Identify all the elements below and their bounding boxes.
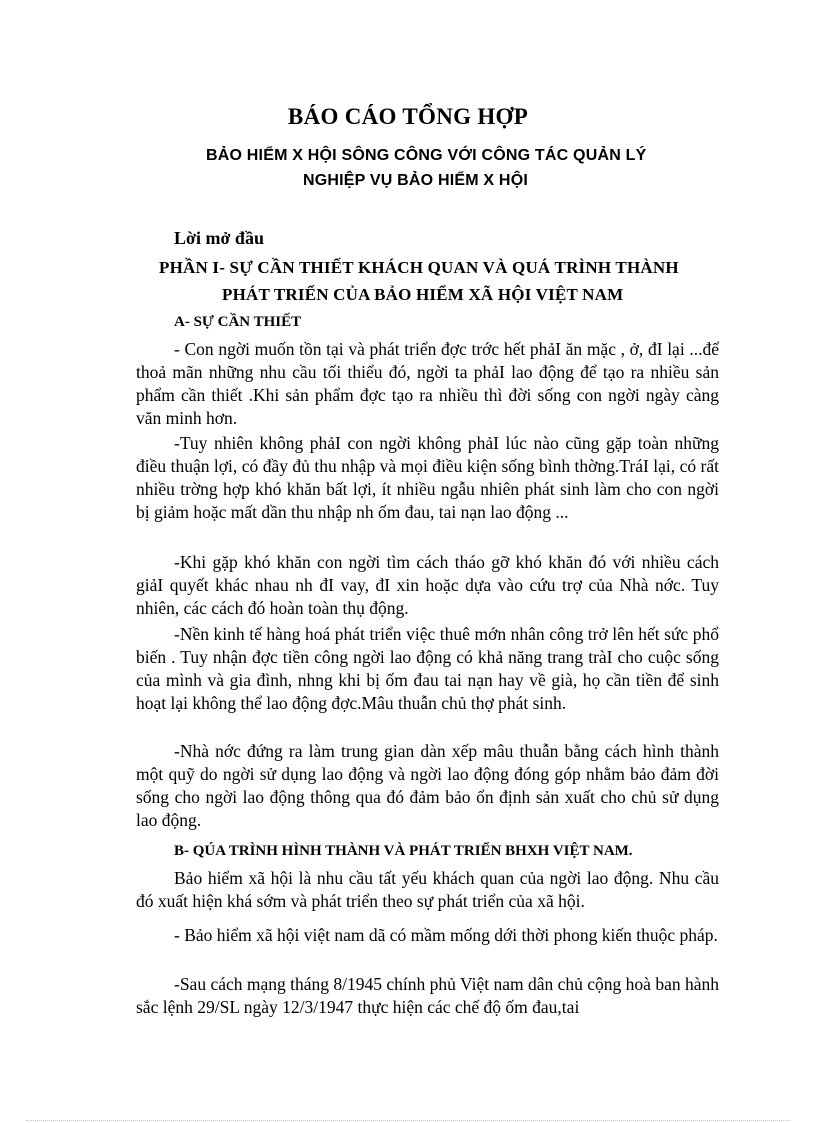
paragraph-a1: - Con ngời muốn tồn tại và phát triển đợc trớc hết phảI ăn mặc , ở, đI lại ...để thoả mãn những nhu cầu tối thiểu đó, ngời ta phảI lao động để tạo ra nhiều sản phẩm cần thiết .Khi sản phẩm đợc tạo ra nhiều thì đời sống con ngời ngày càng văn minh hơn. [136, 339, 719, 428]
document-title: BÁO CÁO TỔNG HỢP [287, 104, 529, 129]
paragraph-a3: -Khi gặp khó khăn con ngời tìm cách tháo gỡ khó khăn đó với nhiều cách giảI quyết khác nhau nh đI vay, đI xin hoặc dựa vào cứu trợ của Nhà nớc. Tuy nhiên, các cách đó hoàn toàn thụ động. [136, 552, 719, 618]
paragraph-a2: -Tuy nhiên không phảI con ngời không phảI lúc nào cũng gặp toàn những điều thuận lợi, có đầy đủ thu nhập và mọi điều kiện sống bình thờng.TráI lại, có rất nhiều trờng hợp khó khăn bất lợi, ít nhiều ngẫu nhiên phát sinh làm cho con ngời bị giảm hoặc mất dần thu nhập nh ốm đau, tai nạn lao động ... [136, 433, 719, 522]
section-b-heading: B- QÚA TRÌNH HÌNH THÀNH VÀ PHÁT TRIỂN BHXH VIỆT NAM. [174, 843, 633, 859]
paragraph-b2: - Bảo hiểm xã hội việt nam dã có mầm mống dới thời phong kiến thuộc pháp. [174, 925, 718, 945]
paragraph-b1: Bảo hiểm xã hội là nhu cầu tất yếu khách quan của ngời lao động. Nhu cầu đó xuất hiện khá sớm và phát triển theo sự phát triển của xã hội. [136, 868, 719, 911]
paragraph-a5: -Nhà nớc đứng ra làm trung gian dàn xếp mâu thuẫn bằng cách hình thành một quỹ do ngời sử dụng lao động và ngời lao động đóng góp nhằm bảo đảm đời sống cho ngời lao động thông qua đó đảm bảo ổn định sản xuất cho chủ sử dụng lao động. [136, 741, 719, 830]
intro-heading: Lời mở đầu [174, 228, 264, 248]
part1-heading-line1: PHẦN I- SỰ CẦN THIẾT KHÁCH QUAN VÀ QUÁ TRÌNH THÀNH [159, 258, 679, 277]
page-bottom-divider [26, 1120, 790, 1121]
document-subtitle-line1: BẢO HIỂM X HỘI SÔNG CÔNG VỚI CÔNG TÁC QUẢN LÝ [206, 147, 647, 164]
document-subtitle-line2: NGHIỆP VỤ BẢO HIỂM X HỘI [303, 172, 528, 189]
section-a-heading: A- SỰ CẦN THIẾT [174, 314, 302, 330]
part1-heading-line2: PHÁT TRIỂN CỦA BẢO HIỂM XÃ HỘI VIỆT NAM [222, 285, 624, 304]
paragraph-a4: -Nền kinh tế hàng hoá phát triển việc thuê mớn nhân công trở lên hết sức phổ biến . Tuy nhận đợc tiền công ngời lao động có khả năng trang tràI cho cuộc sống của mình và gia đình, nhng khi bị ốm đau tai nạn hay về già, họ cần tiền để sinh hoạt lại không thể lao động đợc.Mâu thuẫn chủ thợ phát sinh. [136, 624, 719, 713]
paragraph-b3: -Sau cách mạng tháng 8/1945 chính phủ Việt nam dân chủ cộng hoà ban hành sắc lệnh 29/SL ngày 12/3/1947 thực hiện các chế độ ốm đau,tai [136, 974, 719, 1017]
